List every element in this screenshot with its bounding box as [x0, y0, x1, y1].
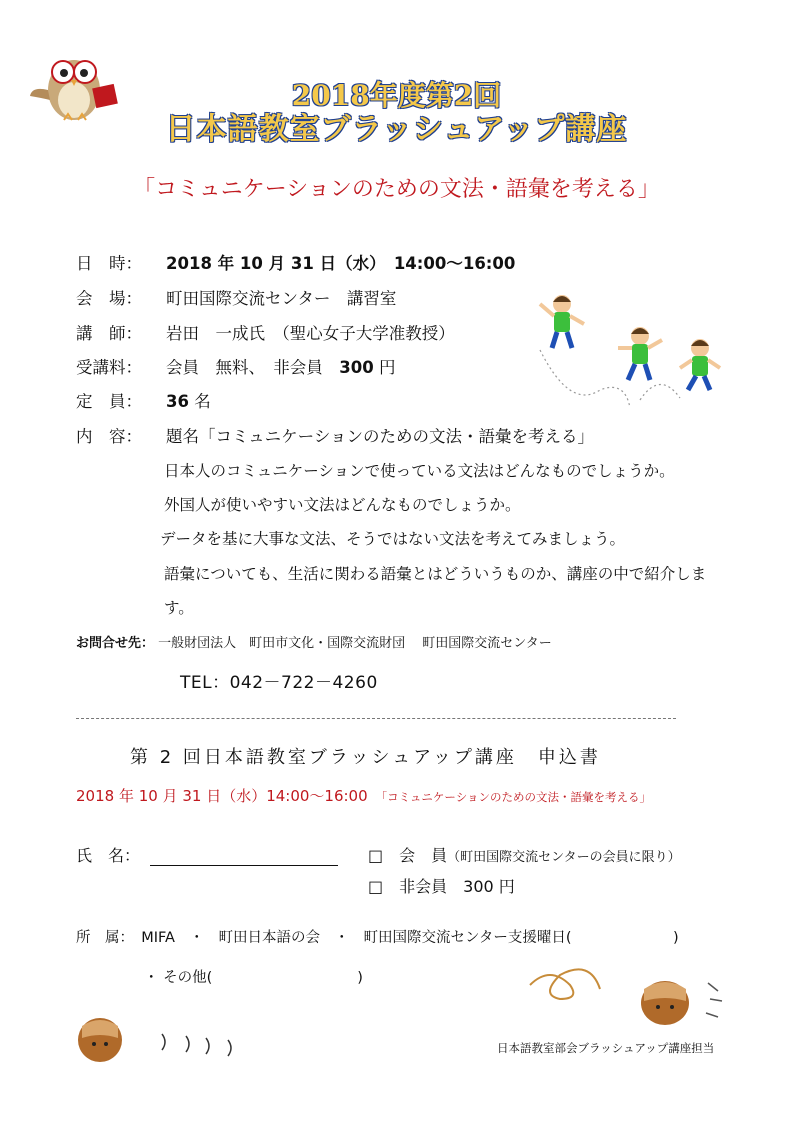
fee-row [76, 354, 395, 378]
member-option[interactable] [368, 843, 681, 866]
lecturer-label: 講 師： [76, 324, 142, 343]
fee-value: 会員 無料、 非会員 [166, 358, 340, 377]
lecturer-row [76, 320, 455, 344]
affiliation-other[interactable]: ・ その他( ) [144, 970, 363, 986]
member-checkbox[interactable]: □ [368, 846, 384, 865]
capacity-unit: 名 [194, 392, 211, 411]
content-label: 内 容： [76, 427, 142, 446]
capacity-label: 定 員： [76, 392, 142, 411]
date-row [76, 250, 515, 274]
form-datetime-line [76, 785, 651, 806]
date-label: 日 時： [76, 254, 142, 273]
kids-jumping-illustration [520, 290, 730, 410]
content-line-2: 外国人が使いやすい文法はどんなものでしょうか。 [164, 496, 521, 514]
contact-label: お問合せ先： [76, 636, 155, 651]
event-title-name: 日本語教室ブラッシュアップ講座 [165, 112, 628, 147]
contact-value: 一般財団法人 町田市文化・国際交流財団 町田国際交流センター [158, 636, 552, 651]
fee-unit: 円 [378, 358, 396, 377]
cut-line-divider [76, 718, 676, 719]
form-datetime: 2018 年 10 月 31 日（水）14:00～16:00 [76, 787, 368, 805]
form-theme: 「コミュニケーションのための文法・語彙を考える」 [375, 790, 651, 804]
date-value: 2018 年 10 月 31 日（水） 14:00～16:00 [166, 254, 516, 273]
content-title: 題名「コミュニケーションのための文法・語彙を考える」 [166, 427, 595, 446]
footer-organizer: 日本語教室部会ブラッシュアップ講座担当 [497, 1041, 715, 1055]
form-title: 第 2 回日本語教室ブラッシュアップ講座 申込書 [130, 747, 601, 768]
name-blank-line[interactable] [150, 849, 338, 866]
content-line-5: す。 [164, 599, 194, 617]
event-subtitle: 「コミュニケーションのための文法・語彙を考える」 [133, 177, 660, 202]
contact-line [76, 632, 552, 651]
content-line-3: データを基に大事な文法、そうではない文法を考えてみましょう。 [160, 530, 626, 548]
venue-row [76, 285, 396, 309]
affiliation-label: 所 属： [76, 930, 127, 946]
nonmember-checkbox[interactable]: □ [368, 877, 384, 896]
acorn-rolling-left-illustration [72, 1010, 242, 1066]
lecturer-value: 岩田 一成氏 （聖心女子大学准教授） [166, 324, 455, 343]
content-row [76, 423, 594, 447]
acorn-bouncing-right-illustration [520, 965, 730, 1037]
nonmember-option[interactable] [368, 874, 515, 897]
member-label: 会 員 [399, 846, 448, 865]
content-line-4: 語彙についても、生活に関わる語彙とはどういうものか、講座の中で紹介しま [164, 565, 707, 583]
event-title-year: 2018年度第2回 [291, 79, 502, 112]
affiliation-options[interactable]: MIFA ・ 町田日本語の会 ・ 町田国際交流センター支援曜日( ) [141, 930, 679, 946]
fee-amount: 300 [339, 358, 374, 377]
venue-label: 会 場： [76, 289, 142, 308]
capacity-amount: 36 [166, 392, 189, 411]
member-note: （町田国際交流センターの会員に限り） [447, 850, 681, 865]
affiliation-row [76, 926, 679, 947]
name-field [76, 843, 338, 866]
fee-label: 受講料： [76, 358, 142, 377]
venue-value: 町田国際交流センター 講習室 [166, 289, 397, 308]
capacity-row [76, 388, 211, 412]
nonmember-label: 非会員 300 円 [399, 877, 515, 896]
content-line-1: 日本人のコミュニケーションで使っている文法はどんなものでしょうか。 [164, 462, 675, 480]
name-label: 氏 名： [76, 846, 141, 865]
contact-tel: TEL：042－722－4260 [180, 673, 378, 693]
